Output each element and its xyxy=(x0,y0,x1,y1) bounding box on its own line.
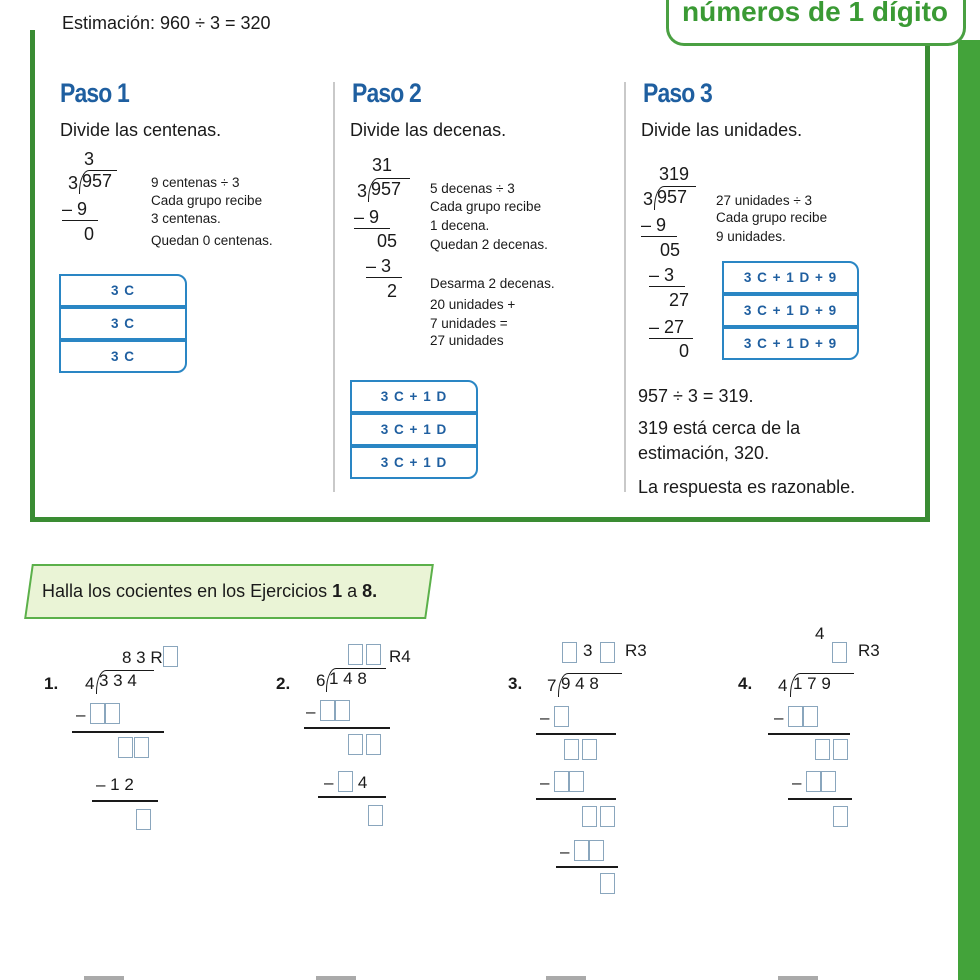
step3-remainder: 0 xyxy=(679,341,690,361)
step3-partial: 27 xyxy=(669,290,690,310)
exercise-number: 2. xyxy=(276,674,291,693)
answer-box[interactable] xyxy=(600,642,615,663)
step2-subtract: – 3 xyxy=(366,256,402,278)
answer-box[interactable] xyxy=(574,840,589,861)
step2-note: Cada grupo recibe xyxy=(430,199,542,214)
base-ten-block: 3 C xyxy=(59,307,187,340)
exercise1-divisor: 4 xyxy=(85,674,95,693)
step2-instruction: Divide las decenas. xyxy=(350,120,507,140)
step2-subtract: – 9 xyxy=(354,207,390,229)
answer-box[interactable] xyxy=(600,873,615,894)
exercise2-divisor: 6 xyxy=(316,671,326,690)
exercise2-subtract: – xyxy=(306,700,350,722)
step2-regroup-note: 7 unidades = xyxy=(430,316,508,331)
exercise2-subtract: – 4 xyxy=(324,773,368,792)
exercise4-subtract: – xyxy=(774,706,818,728)
step3-subtract: – 9 xyxy=(641,215,677,237)
step1-note: Quedan 0 centenas. xyxy=(151,233,273,248)
exercise3-subtract: – xyxy=(560,840,604,862)
step3-title: Paso 3 xyxy=(643,78,712,108)
exercise3-quotient-digit: 3 xyxy=(583,641,593,660)
division-line xyxy=(318,796,386,798)
base-ten-block: 3 C + 1 D xyxy=(350,413,478,446)
answer-box[interactable] xyxy=(105,703,120,724)
step2-divisor: 3 xyxy=(357,181,368,201)
step2-title: Paso 2 xyxy=(352,78,421,108)
step3-note: 9 unidades. xyxy=(716,229,786,244)
division-line xyxy=(536,733,616,735)
step2-note: Quedan 2 decenas. xyxy=(430,237,548,252)
page-edge-artifact xyxy=(316,976,356,980)
answer-box[interactable] xyxy=(366,644,381,665)
answer-box[interactable] xyxy=(554,771,569,792)
answer-box[interactable] xyxy=(569,771,584,792)
answer-box[interactable] xyxy=(821,771,836,792)
exercise4-quotient-digit: 4 xyxy=(815,624,825,643)
answer-box[interactable] xyxy=(600,806,615,827)
division-line xyxy=(72,731,164,733)
step2-regroup-note: Desarma 2 decenas. xyxy=(430,276,555,291)
division-line xyxy=(556,866,618,868)
base-ten-block: 3 C xyxy=(59,274,187,307)
step3-conclusion: 319 está cerca de la xyxy=(638,418,801,438)
exercise4-remainder: R3 xyxy=(858,641,880,660)
base-ten-block: 3 C + 1 D xyxy=(350,380,478,413)
exercise4-divisor: 4 xyxy=(778,676,788,695)
division-line xyxy=(768,733,850,735)
division-line xyxy=(788,798,852,800)
answer-box[interactable] xyxy=(806,771,821,792)
step2-note: 5 decenas ÷ 3 xyxy=(430,181,515,196)
base-ten-block: 3 C + 1 D + 9 xyxy=(722,294,859,327)
step3-partial: 05 xyxy=(660,240,681,260)
step3-divisor: 3 xyxy=(643,189,654,209)
base-ten-block: 3 C + 1 D + 9 xyxy=(722,261,859,294)
step3-conclusion: La respuesta es razonable. xyxy=(638,477,856,497)
division-line xyxy=(536,798,616,800)
exercise3-subtract: – xyxy=(540,706,569,728)
answer-box[interactable] xyxy=(368,805,383,826)
step3-conclusion: 957 ÷ 3 = 319. xyxy=(638,386,754,406)
step3-conclusion: estimación, 320. xyxy=(638,443,770,463)
page-edge-artifact xyxy=(84,976,124,980)
answer-box[interactable] xyxy=(562,642,577,663)
page-title: números de 1 dígito xyxy=(682,0,949,27)
answer-box[interactable] xyxy=(832,642,847,663)
step1-divisor: 3 xyxy=(68,173,79,193)
page-edge-bar xyxy=(958,40,980,980)
answer-box[interactable] xyxy=(788,706,803,727)
column-divider xyxy=(333,82,335,492)
answer-box[interactable] xyxy=(815,739,830,760)
exercise-number: 4. xyxy=(738,674,753,693)
step2-quotient: 31 xyxy=(372,155,393,175)
step3-dividend: 957 xyxy=(654,186,696,210)
exercise4-dividend: 1 7 9 xyxy=(790,673,854,697)
answer-box[interactable] xyxy=(338,771,353,792)
step2-regroup-note: 20 unidades + xyxy=(430,297,516,312)
base-ten-block: 3 C xyxy=(59,340,187,373)
answer-box[interactable] xyxy=(163,646,178,667)
answer-box[interactable] xyxy=(134,737,149,758)
step2-regroup-note: 27 unidades xyxy=(430,333,504,348)
answer-box[interactable] xyxy=(348,644,363,665)
step1-remainder: 0 xyxy=(84,224,95,244)
estimation-text: Estimación: 960 ÷ 3 = 320 xyxy=(62,13,271,33)
step2-partial: 05 xyxy=(377,231,398,251)
step2-dividend: 957 xyxy=(368,178,410,202)
step3-note: Cada grupo recibe xyxy=(716,210,828,225)
division-line xyxy=(92,800,158,802)
step3-subtract: – 3 xyxy=(649,265,685,287)
answer-box[interactable] xyxy=(554,706,569,727)
exercise-number: 1. xyxy=(44,674,59,693)
answer-box[interactable] xyxy=(118,737,133,758)
step1-note: Cada grupo recibe xyxy=(151,193,263,208)
answer-box[interactable] xyxy=(803,706,818,727)
answer-box[interactable] xyxy=(348,734,363,755)
exercise3-remainder: R3 xyxy=(625,641,647,660)
page-edge-artifact xyxy=(546,976,586,980)
exercise1-dividend: 3 3 4 xyxy=(96,670,154,694)
answer-box[interactable] xyxy=(90,703,105,724)
exercise1-quotient: 8 3 R xyxy=(122,646,178,668)
answer-box[interactable] xyxy=(320,700,335,721)
answer-box[interactable] xyxy=(833,739,848,760)
exercise-instruction: Halla los cocientes en los Ejercicios 1 a 8. xyxy=(42,581,378,601)
base-ten-block: 3 C + 1 D xyxy=(350,446,478,479)
step1-instruction: Divide las centenas. xyxy=(60,120,222,140)
exercise2-dividend: 1 4 8 xyxy=(326,668,386,692)
answer-box[interactable] xyxy=(335,700,350,721)
step1-note: 9 centenas ÷ 3 xyxy=(151,175,240,190)
step2-remainder: 2 xyxy=(387,281,398,301)
step2-note: 1 decena. xyxy=(430,218,490,233)
exercise3-dividend: 9 4 8 xyxy=(558,673,622,697)
step1-note: 3 centenas. xyxy=(151,211,221,226)
page-edge-artifact xyxy=(778,976,818,980)
step1-title: Paso 1 xyxy=(60,78,129,108)
exercise4-subtract: – xyxy=(792,771,836,793)
division-line xyxy=(304,727,390,729)
answer-box[interactable] xyxy=(582,739,597,760)
exercise2-remainder: R4 xyxy=(389,647,411,666)
exercise1-given: – 1 2 xyxy=(96,775,134,794)
step3-quotient: 319 xyxy=(659,164,690,184)
answer-box[interactable] xyxy=(589,840,604,861)
step3-subtract: – 27 xyxy=(649,317,693,339)
answer-box[interactable] xyxy=(582,806,597,827)
exercise-number: 3. xyxy=(508,674,523,693)
exercise3-divisor: 7 xyxy=(547,676,557,695)
column-divider xyxy=(624,82,626,492)
exercise1-subtract: – xyxy=(76,703,120,725)
answer-box[interactable] xyxy=(833,806,848,827)
step1-quotient: 3 xyxy=(84,149,95,169)
exercise3-subtract: – xyxy=(540,771,584,793)
step1-subtract: – 9 xyxy=(62,199,98,221)
step3-note: 27 unidades ÷ 3 xyxy=(716,193,812,208)
step3-instruction: Divide las unidades. xyxy=(641,120,803,140)
step1-dividend: 957 xyxy=(79,170,117,194)
answer-box[interactable] xyxy=(136,809,151,830)
base-ten-block: 3 C + 1 D + 9 xyxy=(722,327,859,360)
answer-box[interactable] xyxy=(366,734,381,755)
answer-box[interactable] xyxy=(564,739,579,760)
